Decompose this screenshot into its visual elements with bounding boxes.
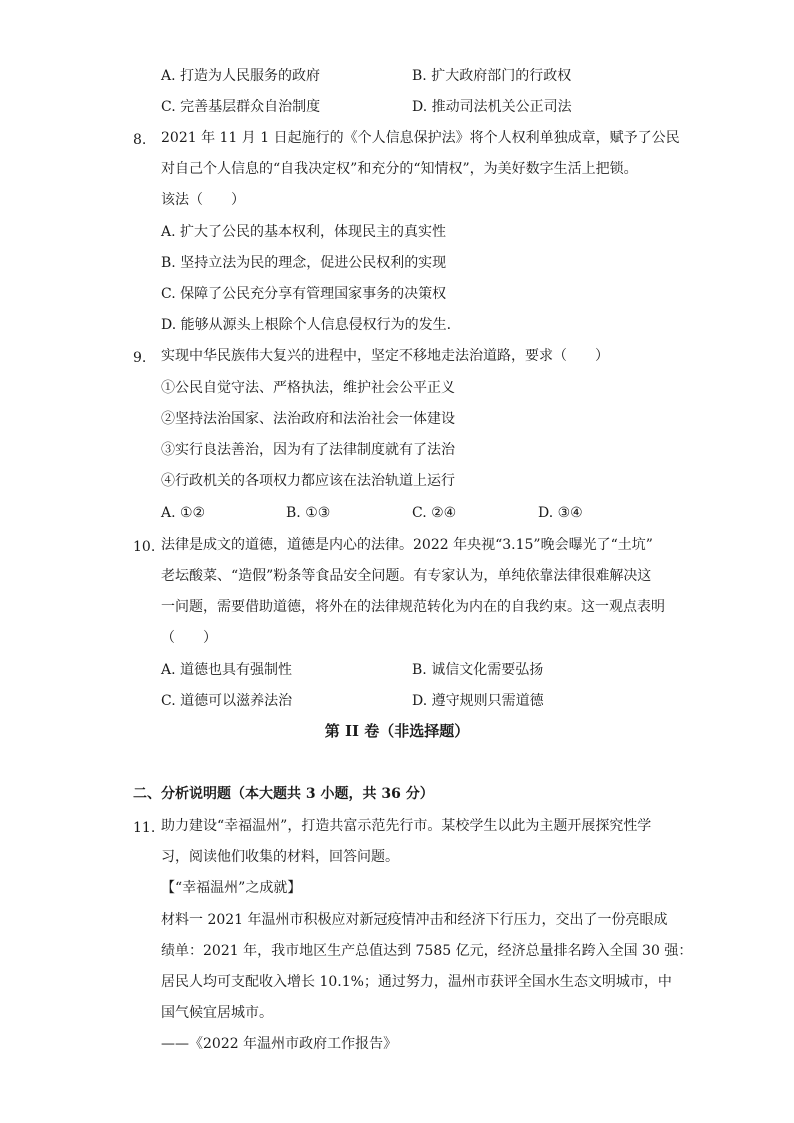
q9-statement-4: ④行政机关的各项权力都应该在法治轨道上运行 [161, 473, 455, 489]
q11-source: ——《2022 年温州市政府工作报告》 [161, 1036, 398, 1052]
q10-number: 10. [133, 539, 156, 555]
q8-stem-line1: 2021 年 11 月 1 日起施行的《个人信息保护法》将个人权利单独成章，赋予了公民 [161, 130, 680, 146]
q9-option-d: D. ③④ [538, 505, 583, 521]
q9-statement-3: ③实行良法善治，因为有了法律制度就有了法治 [161, 442, 455, 458]
q8-option-c: C. 保障了公民充分享有管理国家事务的决策权 [161, 286, 447, 302]
q7-option-a: A. 打造为人民服务的政府 [161, 68, 321, 84]
q7-option-c: C. 完善基层群众自治制度 [161, 99, 321, 115]
q10-stem-line3: 一问题，需要借助道德，将外在的法律规范转化为内在的自我约束。这一观点表明 [161, 599, 665, 615]
q8-option-b: B. 坚持立法为民的理念，促进公民权利的实现 [161, 255, 447, 271]
q10-stem-line1: 法律是成文的道德，道德是内心的法律。2022 年央视“3.15”晚会曝光了“土坑” [161, 537, 653, 553]
q9-option-b: B. ①③ [286, 505, 331, 521]
q9-stem: 实现中华民族伟大复兴的进程中，坚定不移地走法治道路，要求（ ） [161, 348, 609, 364]
q9-number: 9. [133, 350, 147, 366]
q8-stem-line2: 对自己个人信息的“自我决定权”和充分的“知情权”，为美好数字生活上把锁。 [161, 161, 638, 177]
q11-material-line4: 国气候宜居城市。 [161, 1005, 273, 1021]
q11-material-line1: 材料一 2021 年温州市积极应对新冠疫情冲击和经济下行压力，交出了一份亮眼成 [161, 912, 668, 928]
q7-option-b: B. 扩大政府部门的行政权 [412, 68, 572, 84]
q10-stem-line2: 老坛酸菜、“造假”粉条等食品安全问题。有专家认为，单纯依靠法律很难解决这 [161, 568, 652, 584]
q10-option-a: A. 道德也具有强制性 [161, 662, 293, 678]
q8-option-a: A. 扩大了公民的基本权利，体现民主的真实性 [161, 224, 447, 240]
q11-material-line2: 绩单：2021 年，我市地区生产总值达到 7585 亿元，经济总量排名跨入全国 30 强： [161, 943, 693, 959]
q9-statement-2: ②坚持法治国家、法治政府和法治社会一体建设 [161, 411, 455, 427]
q11-heading: 【“幸福温州”之成就】 [161, 880, 302, 896]
q11-number: 11. [133, 820, 156, 836]
section2-title: 二、分析说明题（本大题共 3 小题，共 36 分） [133, 786, 434, 802]
q9-statement-1: ①公民自觉守法、严格执法，维护社会公平正义 [161, 380, 455, 396]
q7-option-d: D. 推动司法机关公正司法 [412, 99, 572, 115]
q11-stem-line1: 助力建设“幸福温州”，打造共富示范先行市。某校学生以此为主题开展探究性学 [161, 818, 652, 834]
q8-option-d: D. 能够从源头上根除个人信息侵权行为的发生. [161, 317, 452, 333]
q10-stem-line4: （ ） [161, 630, 217, 646]
q9-option-c: C. ②④ [412, 505, 457, 521]
q9-option-a: A. ①② [161, 505, 206, 521]
q8-number: 8. [133, 132, 147, 148]
q11-material-line3: 居民人均可支配收入增长 10.1%；通过努力，温州市获评全国水生态文明城市，中 [161, 974, 672, 990]
q11-stem-line2: 习，阅读他们收集的材料，回答问题。 [161, 849, 399, 865]
q10-option-c: C. 道德可以滋养法治 [161, 693, 293, 709]
q8-stem-line3: 该法（ ） [161, 192, 245, 208]
q10-option-b: B. 诚信文化需要弘扬 [412, 662, 544, 678]
q10-option-d: D. 遵守规则只需道德 [412, 693, 544, 709]
part2-title: 第 II 卷（非选择题） [324, 722, 470, 740]
